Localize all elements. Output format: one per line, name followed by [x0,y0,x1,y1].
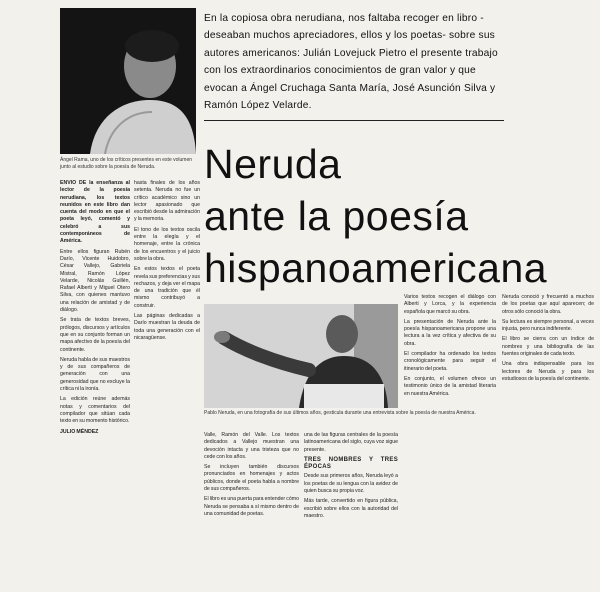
column-2-paragraph-4: Las páginas dedicadas a Darío muestran la deuda de toda una generación con el nicaragüense. [134,313,200,341]
portrait-figure [60,8,196,154]
column-1-paragraph-2: Entre ellos figuran Rubén Darío, Vicente Huidobro, César Vallejo, Gabriela Mistral, Ramón López Velarde, Nicolás Guillén, Rafael Alberti y Miguel Otero Silva, con quienes mantuvo una relación de amistad y de diálogo. [60,248,130,314]
byline: JULIO MÉNDEZ [60,428,99,435]
column-4 [304,432,398,590]
portrait-caption: Ángel Rama, uno de los críticos presentes en este volumen junto al estudio sobre la poesía de Neruda. [60,157,193,170]
column-2-paragraph-3: En estos textos el poeta revela sus preferencias y sus rechazos, y deja ver el mapa de una tradición que él mismo contribuyó a construir. [134,266,200,309]
column-4-subheading: TRES NOMBRES Y TRES ÉPOCAS [304,456,398,471]
column-4-paragraph-3: Más tarde, convertido en figura pública, escribió sobre ellos con la autoridad del maestro. [304,498,398,519]
intro-paragraph: En la copiosa obra nerudiana, nos faltaba recoger en libro -deseaban muchos apreciadores, ellos y los poetas- sobre sus autores americanos: Julián Lovejuck Pietro el presente trabajo con los extraordinarios conocimientos de gran valor y que evocan a Ángel Cruchaga Santa María, José Asunción Silva y Ramón López Velarde. [204,13,498,112]
column-1-paragraph-4: Neruda habla de sus maestros y de sus compañeros de generación con una generosidad que no excluye la crítica ni la ironía. [60,356,130,393]
column-1-paragraph-1: ENVIO DE la enseñanza al lector de la poesía nerudiana, los textos reunidos en este libro dan cuenta del modo en que el poeta leyó, comentó y celebró a sus contemporáneos de América. [60,180,130,245]
column-6-paragraph-3: El libro se cierra con un índice de nombres y una bibliografía de las fuentes originales de cada texto. [502,336,594,358]
column-6-paragraph-2: Su lectura es siempre personal, a veces injusta, pero nunca indiferente. [502,318,594,333]
column-5-paragraph-1: Varios textos recogen el diálogo con Alberti y Lorca, y la experiencia española que marcó su obra. [404,294,496,315]
photo-caption: Pablo Neruda, en una fotografía de sus últimos años, gesticula durante una entrevista sobre la poesía de nuestra América. [204,410,476,416]
headline-line-1: Neruda [204,141,342,187]
intro-divider [204,120,504,121]
column-5 [404,294,496,590]
column-2-paragraph-2: El tono de los textos oscila entre la elegía y el homenaje, entre la crónica de los encuentros y el juicio sobre la obra. [134,226,200,262]
column-5-paragraph-4: En conjunto, el volumen ofrece un testimonio único de la amistad literaria en nuestra América. [404,375,496,397]
column-1-paragraph-5: La edición reúne además notas y comentarios del compilador que sitúan cada texto en su momento histórico. [60,396,130,425]
column-5-paragraph-3: El compilador ha ordenado los textos cronológicamente para seguir el itinerario del poeta. [404,351,496,372]
column-2 [134,180,200,590]
column-4-paragraph-2: Desde sus primeros años, Neruda leyó a los poetas de su lengua con la avidez de quien busca su propia voz. [304,473,398,495]
column-2-paragraph-1: hasta finales de los años setenta. Neruda no fue un crítico académico sino un lector apasionado que escribió desde la admiración y la memoria. [134,180,200,223]
column-3-paragraph-3: El libro es una puerta para entender cómo Neruda se pensaba a sí mismo dentro de una comunidad de poetas. [204,496,299,517]
column-1-paragraph-3: Se trata de textos breves, prólogos, discursos y artículos que en su conjunto forman un mapa afectivo de la poesía del continente. [60,317,130,353]
column-6 [502,294,594,590]
column-3-paragraph-2: Se incluyen también discursos pronunciados en homenajes y actos públicos, donde el poeta habla a nombre de sus compañeros. [204,464,299,493]
portrait-photo [60,8,196,154]
column-1 [60,180,130,590]
column-6-paragraph-4: Una obra indispensable para los lectores de Neruda y para los estudiosos de la poesía del continente. [502,361,594,382]
column-4-paragraph-1: una de las figuras centrales de la poesía latinoamericana del siglo, cuya voz sigue presente. [304,432,398,453]
column-5-paragraph-2: La presentación de Neruda ante la poesía hispanoamericana propone una lectura a la vez crítica y afectiva de su obra. [404,318,496,347]
column-6-paragraph-1: Neruda conoció y frecuentó a muchos de los poetas que aquí aparecen; de otros sólo conoció la obra. [502,294,594,315]
headline [204,138,594,294]
headline-line-2: ante la poesía [204,193,469,239]
column-3 [204,432,299,590]
neruda-photo [204,304,398,408]
headline-line-3: hispanoamericana [204,245,548,291]
column-3-paragraph-1: Valle, Ramón del Valle. Los textos dedicados a Vallejo muestran una devoción intacta y una tristeza que no cede con los años. [204,432,299,460]
neruda-figure [204,304,398,408]
